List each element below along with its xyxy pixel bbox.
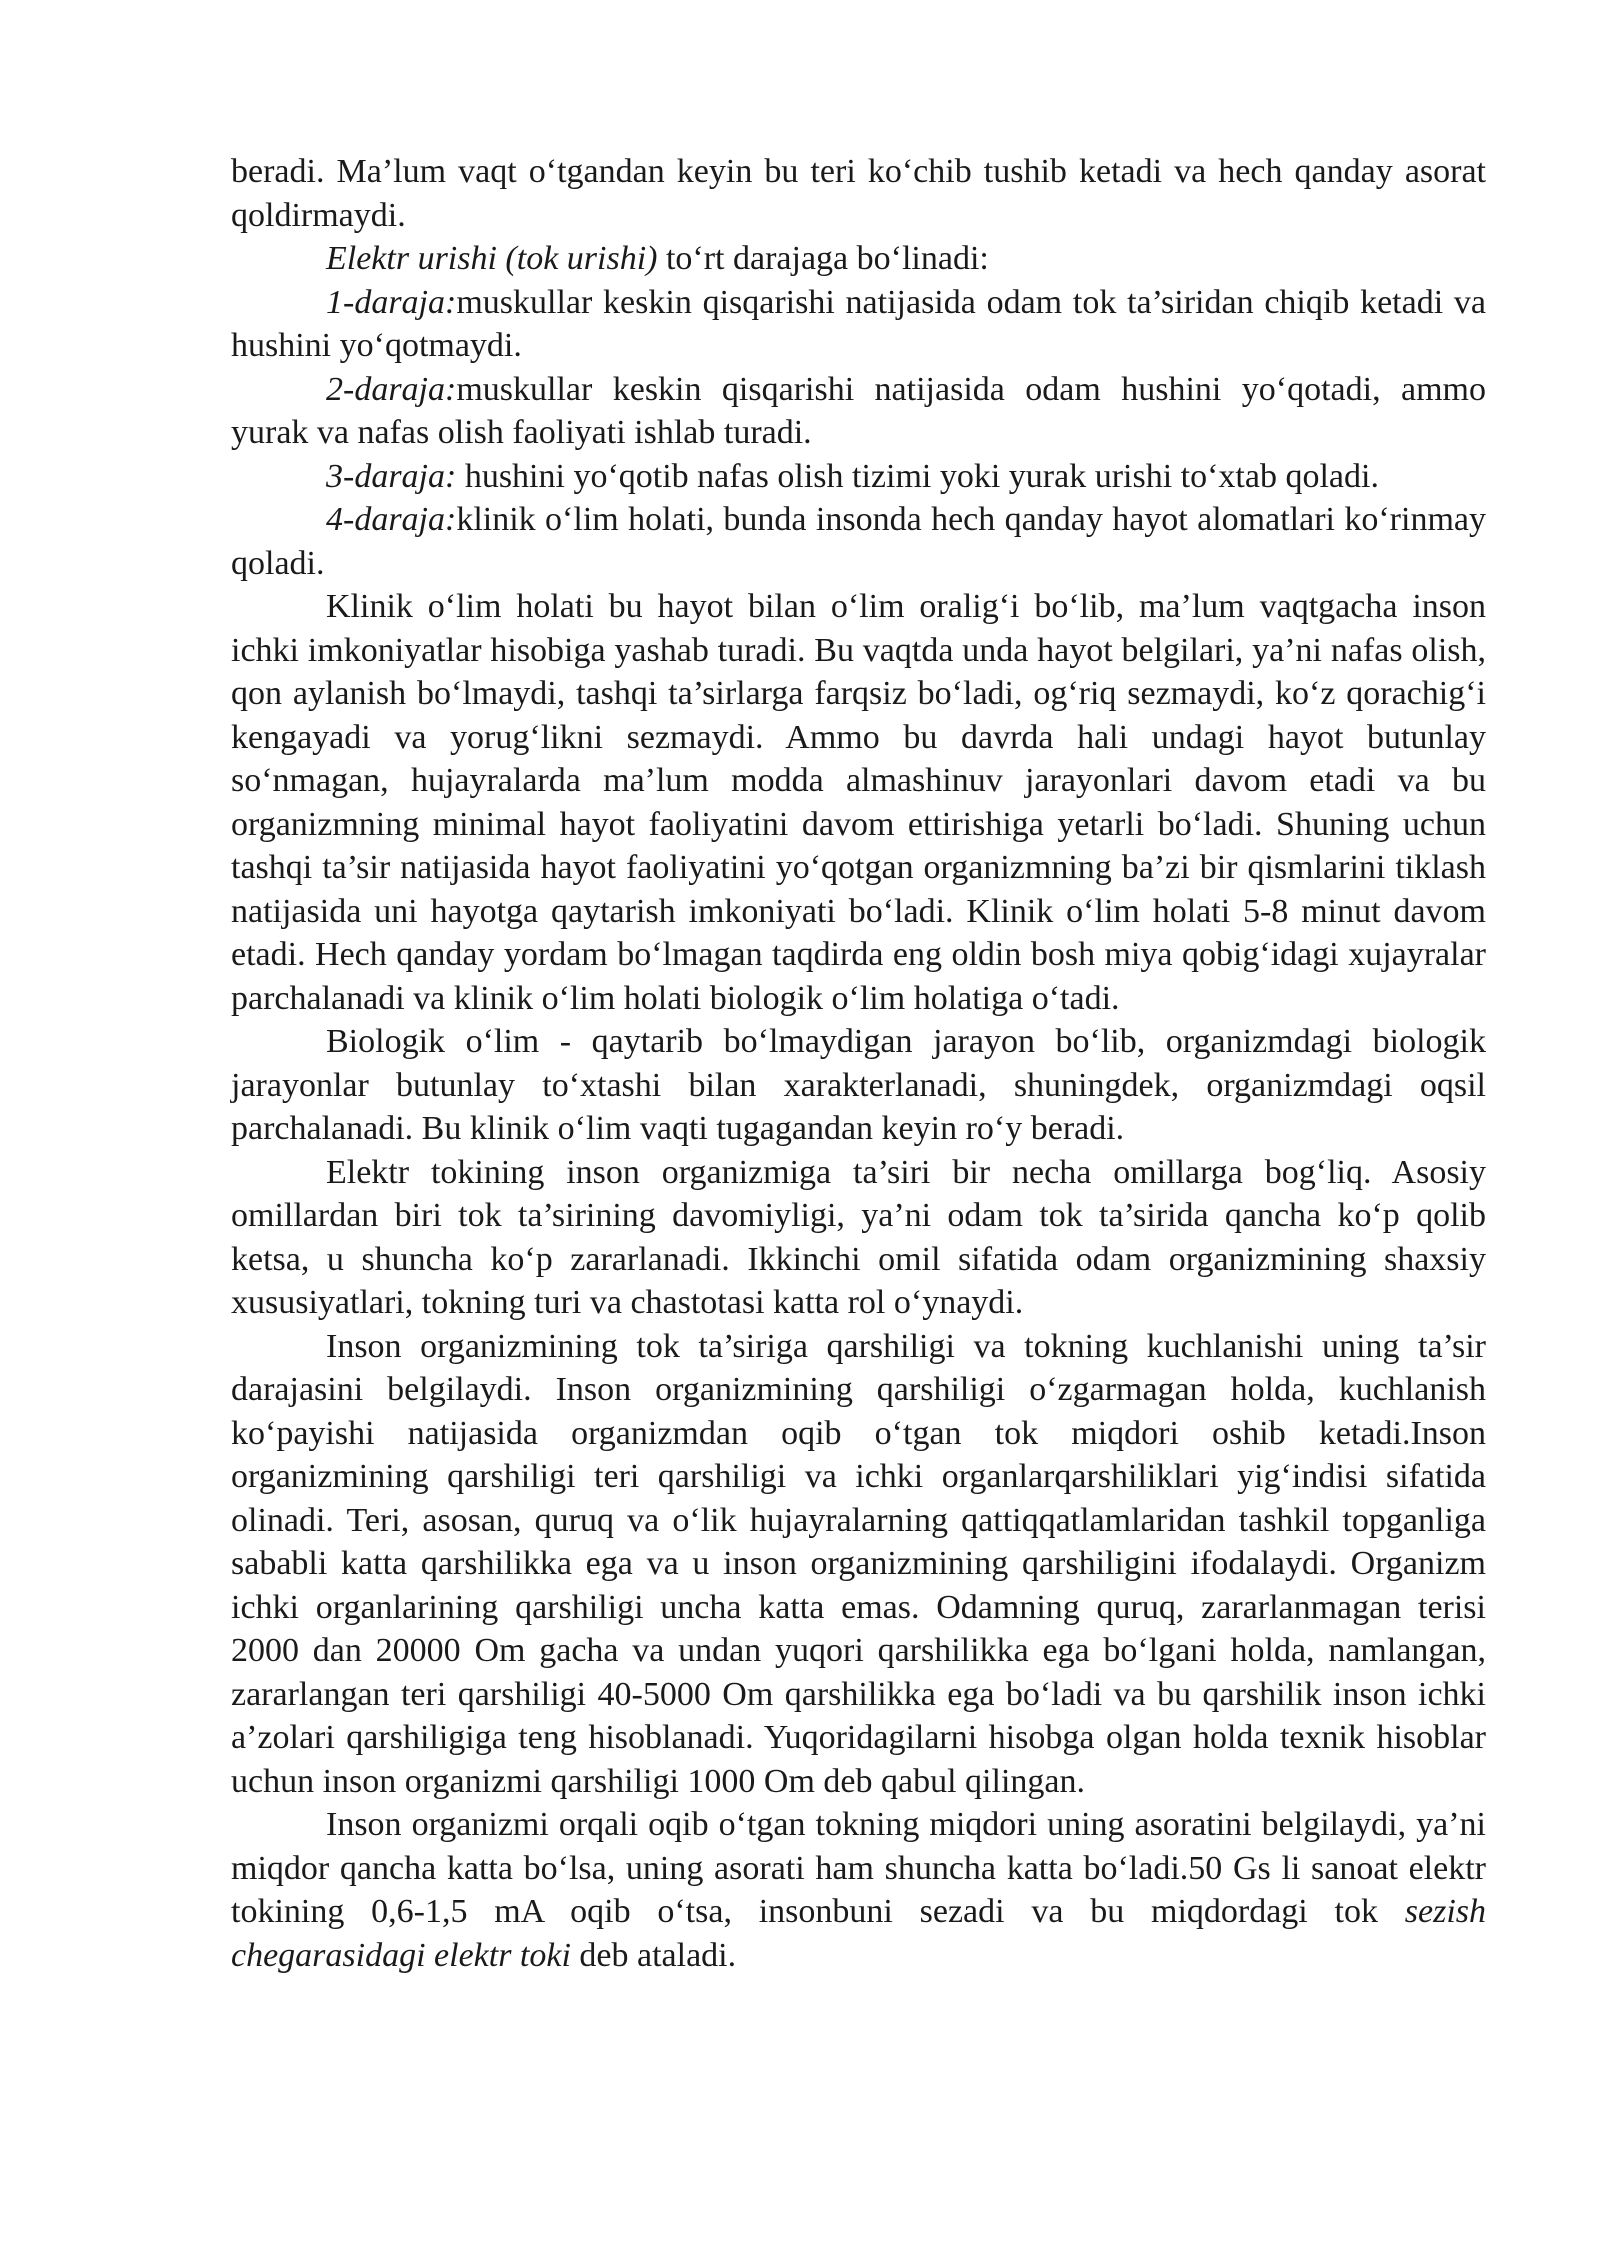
paragraph-shock-degrees-heading <box>231 237 1486 281</box>
current-tail: deb ataladi. <box>570 1936 737 1974</box>
degree-label: 4-daraja: <box>326 501 457 538</box>
degree-3-item <box>231 455 1486 499</box>
term-threshold-current: sezish chegarasidagi elektr toki <box>231 1893 1486 1974</box>
degree-label: 2-daraja: <box>326 370 457 408</box>
degree-2-item <box>231 368 1486 455</box>
degree-text: hushini yo‘qotib nafas olish tizimi yoki yurak urishi to‘xtab qoladi. <box>456 457 1379 495</box>
degree-4-item <box>231 498 1486 585</box>
paragraph-clinical-death: Klinik o‘lim holati bu hayot bilan o‘lim oralig‘i bo‘lib, ma’lum vaqtgacha inson ichki imkoniyatlar hisobiga yashab turadi. Bu vaqtda unda hayot belgilari, ya’ni nafas olish, qon aylanish bo‘lmaydi, tashqi ta’sirlarga farqsiz bo‘ladi, og‘riq sezmaydi, ko‘z qorachig‘i kengayadi va yorug‘likni sezmaydi. Ammo bu davrda hali undagi hayot butunlay so‘nmagan, hujayralarda ma’lum modda almashinuv jarayonlari davom etadi va bu organizmning minimal hayot faoliyatini davom ettirishiga yetarli bo‘ladi. Shuning uchun tashqi ta’sir natijasida hayot faoliyatini yo‘qotgan organizmning ba’zi bir qismlarini tiklash natijasida uni hayotga qaytarish imkoniyati bo‘ladi. Klinik o‘lim holati 5-8 minut davom etadi. Hech qanday yordam bo‘lmagan taqdirda eng oldin bosh miya qobig‘idagi xujayralar parchalanadi va klinik o‘lim holati biologik o‘lim holatiga o‘tadi. <box>231 588 1486 1017</box>
degree-text: muskullar keskin qisqarishi natijasida odam hushini yo‘qotadi, ammo yurak va nafas olish faoliyati ishlab turadi. <box>231 370 1486 451</box>
term-electric-shock: Elektr urishi (tok urishi) <box>326 240 658 277</box>
paragraph-biological-death: Biologik o‘lim - qaytarib bo‘lmaydigan jarayon bo‘lib, organizmdagi biologik jarayonlar butunlay to‘xtashi bilan xarakterlanadi, shuningdek, organizmdagi oqsil parchalanadi. Bu klinik o‘lim vaqti tugagandan keyin ro‘y beradi. <box>231 1023 1486 1147</box>
document-page <box>231 150 1486 1977</box>
paragraph-resistance: Inson organizmining tok ta’siriga qarshiligi va tokning kuchlanishi uning ta’sir darajasini belgilaydi. Inson organizmining qarshiligi o‘zgarmagan holda, kuchlanish ko‘payishi natijasida organizmdan oqib o‘tgan tok miqdori oshib ketadi.Inson organizmining qarshiligi teri qarshiligi va ichki organlarqarshiliklari yig‘indisi sifatida olinadi. Teri, asosan, quruq va o‘lik hujayralarning qattiqqatlamlaridan tashkil topganliga sababli katta qarshilikka ega va u inson organizmining qarshiligini ifodalaydi. Organizm ichki organlarining qarshiligi uncha katta emas. Odamning quruq, zararlanmagan terisi 2000 dan 20000 Om gacha va undan yuqori qarshilikka ega bo‘lgani holda, namlangan, zararlangan teri qarshiligi 40-5000 Om qarshilikka ega bo‘ladi va bu qarshilik inson ichki a’zolari qarshiligiga teng hisoblanadi. Yuqoridagilarni hisobga olgan holda texnik hisoblar uchun inson organizmi qarshiligi 1000 Om deb qabul qilingan. <box>231 1327 1486 1800</box>
paragraph-factors: Elektr tokining inson organizmiga ta’siri bir necha omillarga bog‘liq. Asosiy omillardan biri tok ta’sirining davomiyligi, ya’ni odam tok ta’sirida qancha ko‘p qolib ketsa, u shuncha ko‘p zararlanadi. Ikkinchi omil sifatida odam organizmining shaxsiy xususiyatlari, tokning turi va chastotasi katta rol o‘ynaydi. <box>231 1153 1486 1321</box>
degree-label: 1-daraja: <box>326 283 457 321</box>
paragraph-current-amount <box>231 1803 1486 1977</box>
current-text: Inson organizmi orqali oqib o‘tgan tokning miqdori uning asoratini belgilaydi, ya’ni miqdor qancha katta bo‘lsa, uning asorati ham shuncha katta bo‘ladi.50 Gs li sanoat elektr tokining 0,6-1,5 mA oqib o‘tsa, insonbuni sezadi va bu miqdordagi tok <box>231 1806 1486 1930</box>
paragraph-intro: beradi. Ma’lum vaqt o‘tgandan keyin bu teri ko‘chib tushib ketadi va hech qanday asorat qoldirmaydi. <box>231 153 1486 234</box>
degree-1-item <box>231 281 1486 368</box>
degree-text: klinik o‘lim holati, bunda insonda hech qanday hayot alomatlari ko‘rinmay qoladi. <box>231 501 1486 582</box>
degree-label: 3-daraja: <box>326 457 457 495</box>
degree-text: muskullar keskin qisqarishi natijasida odam tok ta’siridan chiqib ketadi va hushini yo‘qotmaydi. <box>231 283 1486 364</box>
heading-text: to‘rt darajaga bo‘linadi: <box>657 240 989 277</box>
